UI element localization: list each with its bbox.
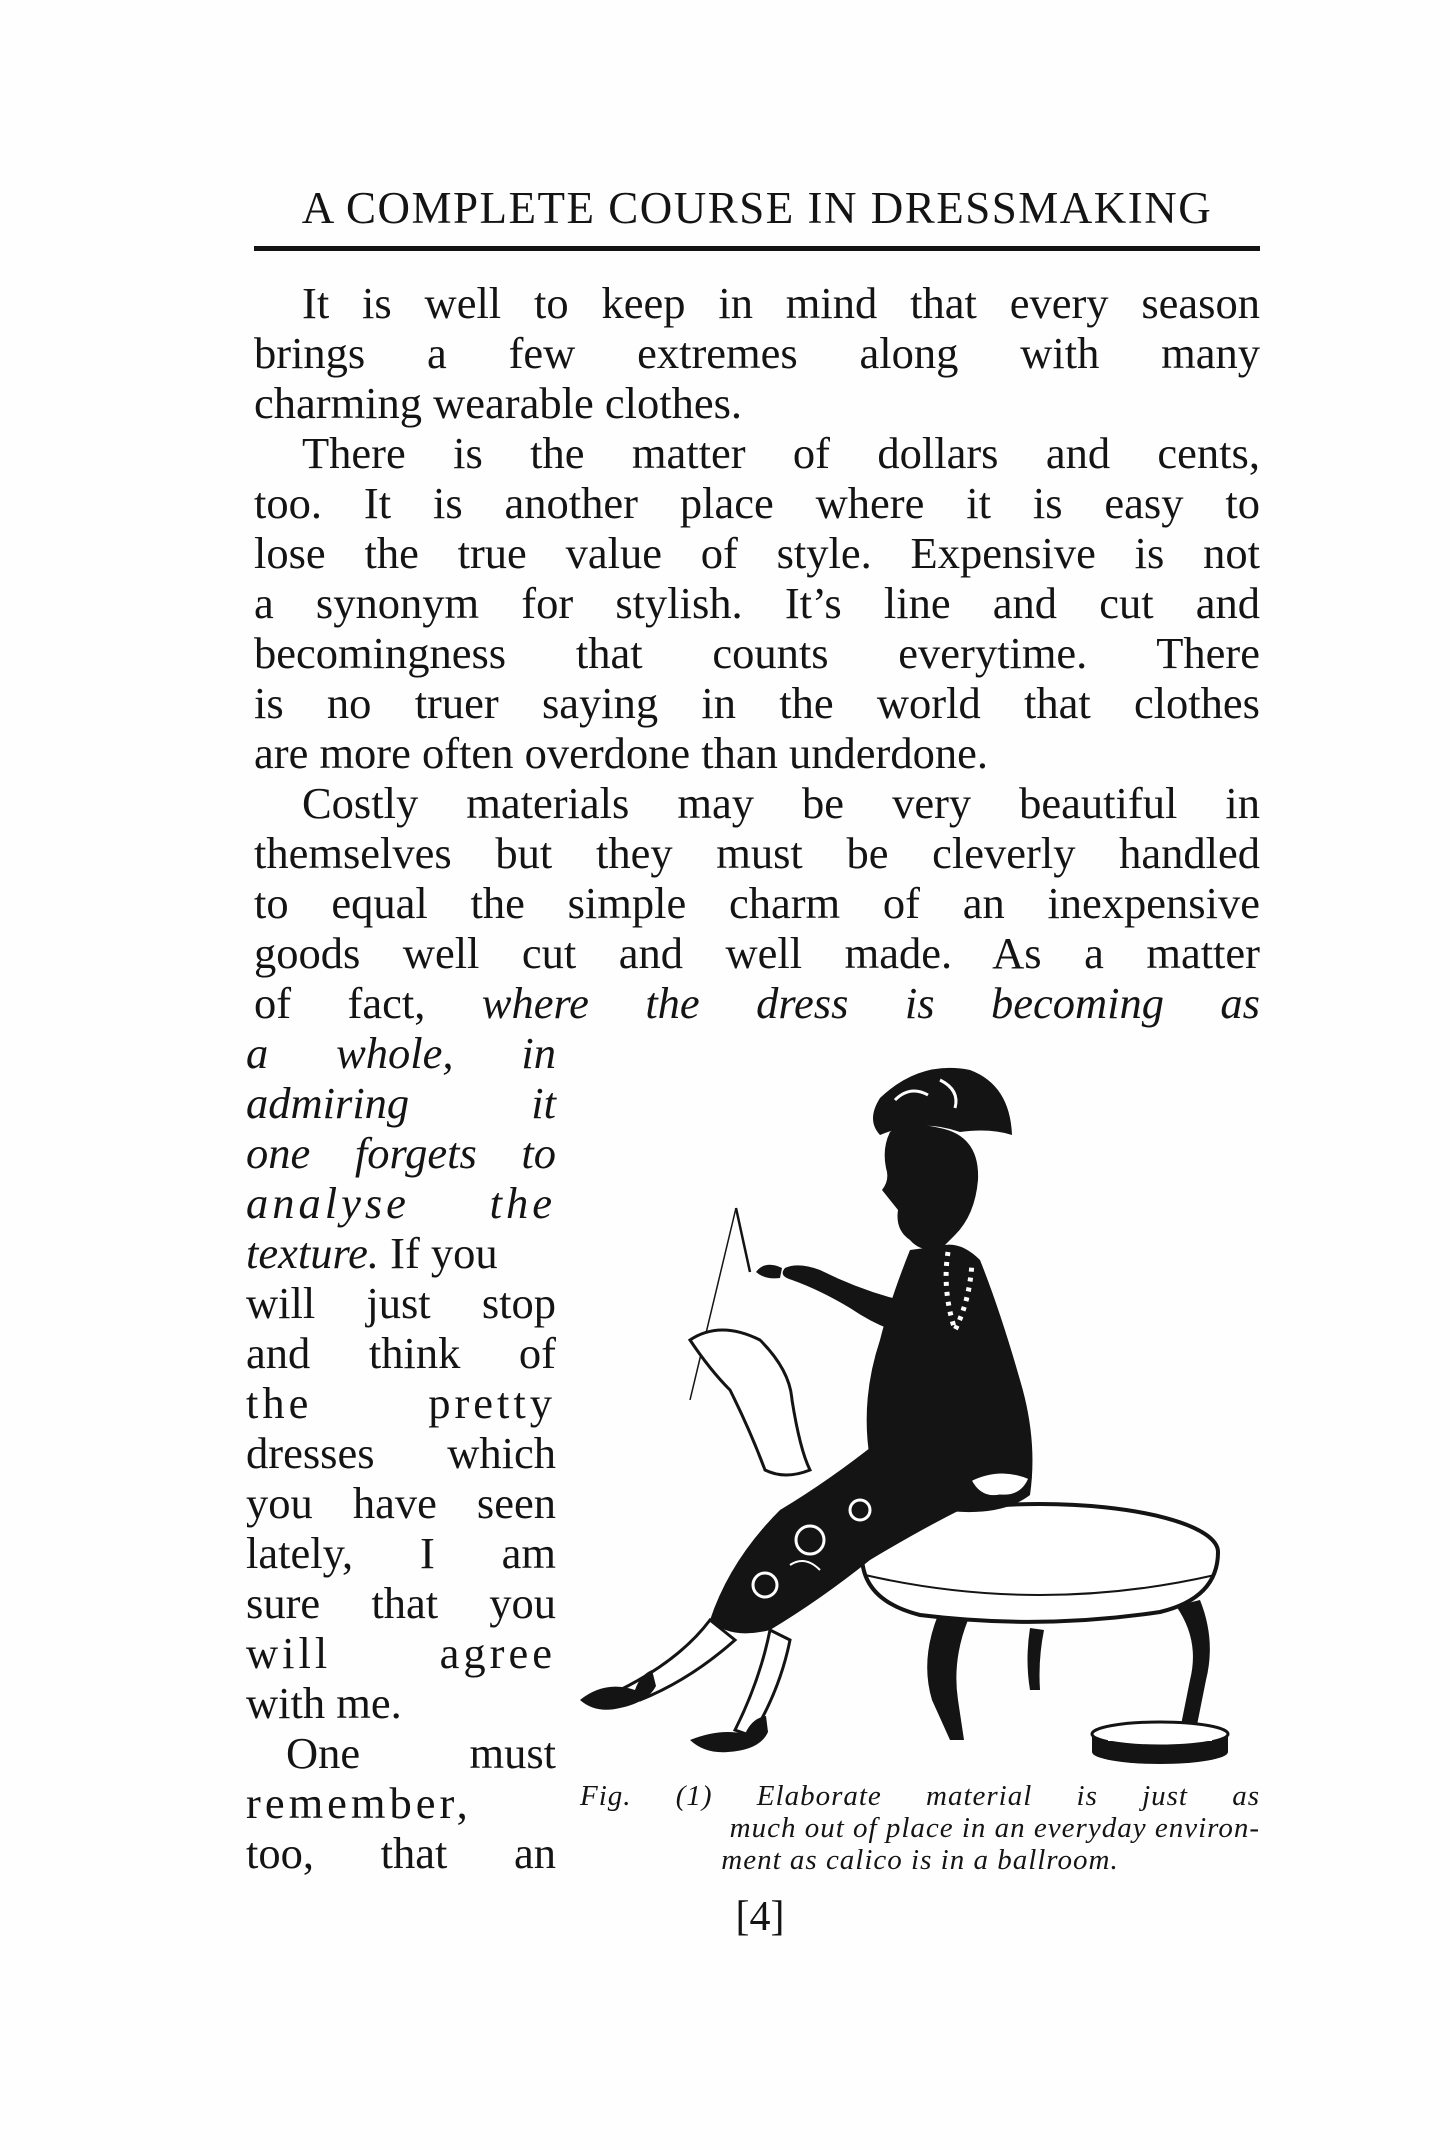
figure-illustration xyxy=(560,1040,1280,1778)
body-line: lose the true value of style. Expensive is not xyxy=(254,528,1260,578)
body-line: It is well to keep in mind that every season xyxy=(302,278,1260,328)
narrow-line: you have seen xyxy=(246,1478,556,1528)
narrow-line: dresses which xyxy=(246,1428,556,1478)
body-line: too. It is another place where it is easy to xyxy=(254,478,1260,528)
body-line: There is the matter of dollars and cents, xyxy=(302,428,1260,478)
caption-line: much out of place in an everyday environ- xyxy=(729,1812,1260,1844)
narrow-line: lately, I am xyxy=(246,1528,556,1578)
narrow-line: remember, xyxy=(246,1778,472,1828)
body-line: to equal the simple charm of an inexpensive xyxy=(254,878,1260,928)
narrow-line: will agree xyxy=(246,1628,556,1678)
narrow-line: One must xyxy=(286,1728,556,1778)
narrow-line: a whole, in xyxy=(246,1028,556,1078)
body-line-mixed xyxy=(254,978,1260,1028)
narrow-line: sure that you xyxy=(246,1578,556,1628)
body-line: are more often overdone than underdone. xyxy=(254,728,988,778)
narrow-line: too, that an xyxy=(246,1828,556,1878)
body-line: charming wearable clothes. xyxy=(254,378,743,428)
narrow-line-italic: texture. xyxy=(246,1228,380,1278)
narrow-line: with me. xyxy=(246,1678,402,1728)
body-line: becomingness that counts everytime. There xyxy=(254,628,1260,678)
caption-line: Fig. (1) Elaborate material is just as xyxy=(580,1780,1260,1812)
body-line: goods well cut and well made. As a matter xyxy=(254,928,1260,978)
body-line: Costly materials may be very beautiful in xyxy=(302,778,1260,828)
narrow-line: will just stop xyxy=(246,1278,556,1328)
narrow-line: analyse the xyxy=(246,1178,556,1228)
header-rule xyxy=(254,246,1260,251)
figure-caption xyxy=(580,1780,1260,1876)
narrow-line: and think of xyxy=(246,1328,556,1378)
running-head: A COMPLETE COURSE IN DRESSMAKING xyxy=(301,183,1213,233)
sewing-woman-silhouette xyxy=(560,1040,1280,1778)
body-line: is no truer saying in the world that clothes xyxy=(254,678,1260,728)
body-line: brings a few extremes along with many xyxy=(254,328,1260,378)
body-line: a synonym for stylish. It’s line and cut and xyxy=(254,578,1260,628)
narrow-line: one forgets to xyxy=(246,1128,556,1178)
narrow-line: the pretty xyxy=(246,1378,556,1428)
narrow-line-mixed xyxy=(246,1228,556,1278)
narrow-line-roman: If you xyxy=(390,1228,498,1278)
caption-line: ment as calico is in a ballroom. xyxy=(721,1844,1119,1876)
body-line-italic: where the dress is becoming as xyxy=(481,978,1260,1028)
body-line-roman: of fact, xyxy=(254,978,426,1028)
narrow-line: admiring it xyxy=(246,1078,556,1128)
body-line: themselves but they must be cleverly handled xyxy=(254,828,1260,878)
page-number: [4] xyxy=(735,1894,785,1940)
